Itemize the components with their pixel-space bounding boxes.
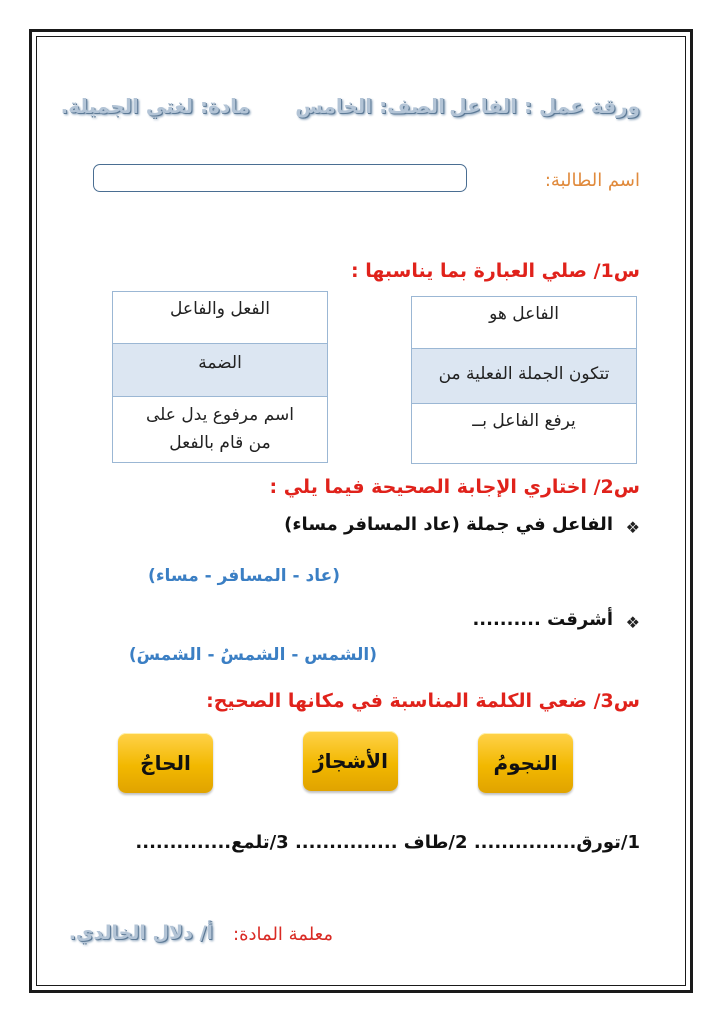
word-card[interactable]: الحاجُ: [118, 733, 213, 793]
q1-title: س1/ صلي العبارة بما يناسبها :: [351, 260, 640, 282]
student-name-field[interactable]: [93, 164, 467, 192]
subject-label: مادة: لغتي الجميلة.: [60, 94, 250, 118]
q3-title: س3/ ضعي الكلمة المناسبة في مكانها الصحيح:: [206, 690, 640, 712]
word-card[interactable]: النجومُ: [478, 733, 573, 793]
q1-left-line: اسم مرفوع يدل على: [146, 405, 294, 425]
q1-right-cell[interactable]: يرفع الفاعل بــ: [472, 411, 576, 431]
q1-left-cell[interactable]: [113, 397, 327, 464]
q2-choices: (عاد - المسافر - مساء): [148, 566, 340, 586]
word-card[interactable]: الأشجارُ: [303, 731, 398, 791]
q1-left-cell[interactable]: الفعل والفاعل: [113, 292, 327, 344]
bullet-icon: ❖: [625, 518, 640, 537]
q2-question: أشرقت ..........: [472, 609, 613, 630]
q2-title: س2/ اختاري الإجابة الصحيحة فيما يلي :: [269, 476, 640, 498]
q2-question: الفاعل في جملة (عاد المسافر مساء): [284, 514, 613, 535]
bullet-icon: ❖: [625, 613, 640, 632]
q2-choices: (الشمس - الشمسُ - الشمسَ): [128, 645, 377, 665]
student-name-label: اسم الطالبة:: [544, 170, 640, 191]
q1-right-table: [411, 296, 637, 464]
q1-right-cell[interactable]: تتكون الجملة الفعلية من: [412, 349, 636, 404]
q3-fill-sentences: 1/تورق............... 2/طاف ............... 3/تلمع..............: [135, 832, 640, 853]
q1-left-cell[interactable]: الضمة: [113, 344, 327, 397]
worksheet-title: ورقة عمل : الفاعل: [449, 94, 640, 118]
q1-left-line: من قام بالفعل: [169, 433, 271, 453]
grade-label: الصف: الخامس: [295, 94, 445, 118]
q1-right-cell[interactable]: الفاعل هو: [412, 297, 636, 349]
q1-left-table: [112, 291, 328, 463]
teacher-name: أ/ دلال الخالدي.: [68, 922, 213, 944]
teacher-label: معلمة المادة:: [233, 924, 333, 945]
